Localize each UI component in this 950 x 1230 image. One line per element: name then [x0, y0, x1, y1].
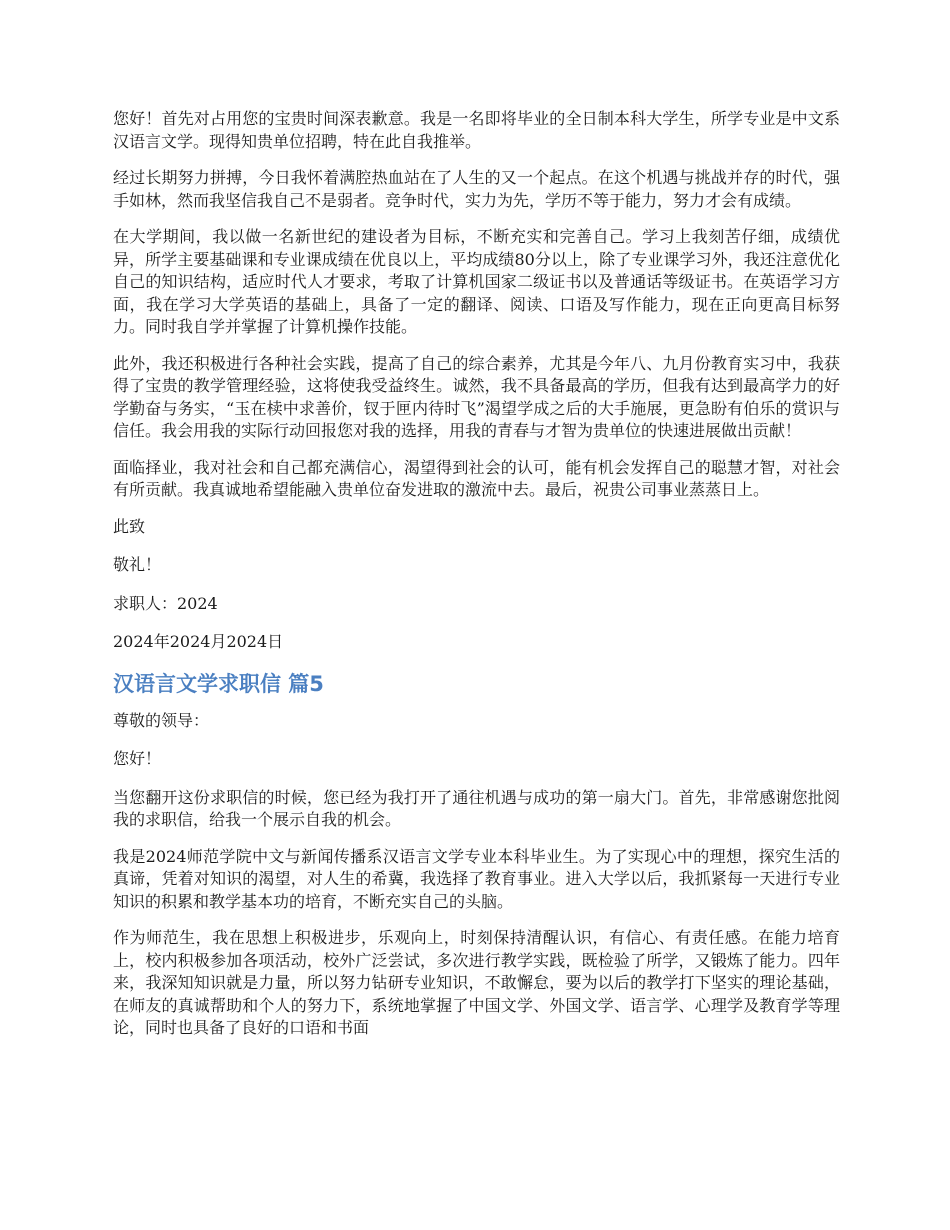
paragraph-intro: 当您翻开这份求职信的时候，您已经为我打开了通往机遇与成功的第一扇大门。首先，非常感谢您批阅我的求职信，给我一个展示自我的机会。	[113, 787, 840, 829]
document-page	[113, 108, 840, 1054]
date-line: 2024年2024月2024日	[113, 632, 284, 651]
paragraph-practice: 此外，我还积极进行各种社会实践，提高了自己的综合素养，尤其是今年八、九月份教育实习中，我获得了宝贵的教学管理经验，这将使我受益终生。诚然，我不具备最高的学历，但我有达到最高学力的好学勤奋与务实，“玉在椟中求善价，钗于匣内待时飞”渴望学成之后的大手施展，更急盼有伯乐的赏识与信任。我会用我的实际行动回报您对我的选择，用我的青春与才智为贵单位的快速进展做出贡献！	[113, 353, 840, 440]
applicant-line: 求职人：2024	[113, 593, 218, 613]
paragraph-background: 我是2024师范学院中文与新闻传播系汉语言文学专业本科毕业生。为了实现心中的理想，探究生活的真谛，凭着对知识的渴望，对人生的希冀，我选择了教育事业。进入大学以后，我抓紧每一天进行专业知识的积累和教学基本功的培育，不断充实自己的头脑。	[113, 846, 840, 911]
greeting-line: 尊敬的领导：	[113, 710, 210, 730]
paragraph-career: 面临择业，我对社会和自己都充满信心，渴望得到社会的认可，能有机会发挥自己的聪慧才智，对社会有所贡献。我真诚地希望能融入贵单位奋发进取的激流中去。最后，祝贵公司事业蒸蒸日上。	[113, 457, 840, 499]
section-heading: 汉语言文学求职信 篇5	[113, 671, 324, 696]
closing-line: 此致	[113, 516, 146, 536]
salute-line: 敬礼！	[113, 555, 162, 574]
paragraph-university: 在大学期间，我以做一名新世纪的建设者为目标，不断充实和完善自己。学习上我刻苦仔细，成绩优异，所学主要基础课和专业课成绩在优良以上，平均成绩80分以上，除了专业课学习外，我还注意优化自己的知识结构，适应时代人才要求，考取了计算机国家二级证书以及普通话等级证书。在英语学习方面，我在学习大学英语的基础上，具备了一定的翻译、阅读、口语及写作能力，现在正向更高目标努力。同时我自学并掌握了计算机操作技能。	[113, 227, 840, 336]
hello-line: 您好！	[113, 749, 162, 768]
paragraph-teacher: 作为师范生，我在思想上积极进步，乐观向上，时刻保持清醒认识，有信心、有责任感。在能力培育上，校内积极参加各项活动，校外广泛尝试，多次进行教学实践，既检验了所学，又锻炼了能力。四年来，我深知知识就是力量，所以努力钻研专业知识，不敢懈怠，要为以后的教学打下坚实的理论基础，在师友的真诚帮助和个人的努力下，系统地掌握了中国文学、外国文学、语言学、心理学及教育学等理论，同时也具备了良好的口语和书面	[113, 928, 840, 1037]
paragraph-apology: 您好！首先对占用您的宝贵时间深表歉意。我是一名即将毕业的全日制本科大学生，所学专业是中文系汉语言文学。现得知贵单位招聘，特在此自我推举。	[113, 109, 840, 151]
paragraph-struggle: 经过长期努力拼搏，今日我怀着满腔热血站在了人生的又一个起点。在这个机遇与挑战并存的时代，强手如林，然而我坚信我自己不是弱者。竞争时代，实力为先，学历不等于能力，努力才会有成绩。	[113, 168, 840, 210]
